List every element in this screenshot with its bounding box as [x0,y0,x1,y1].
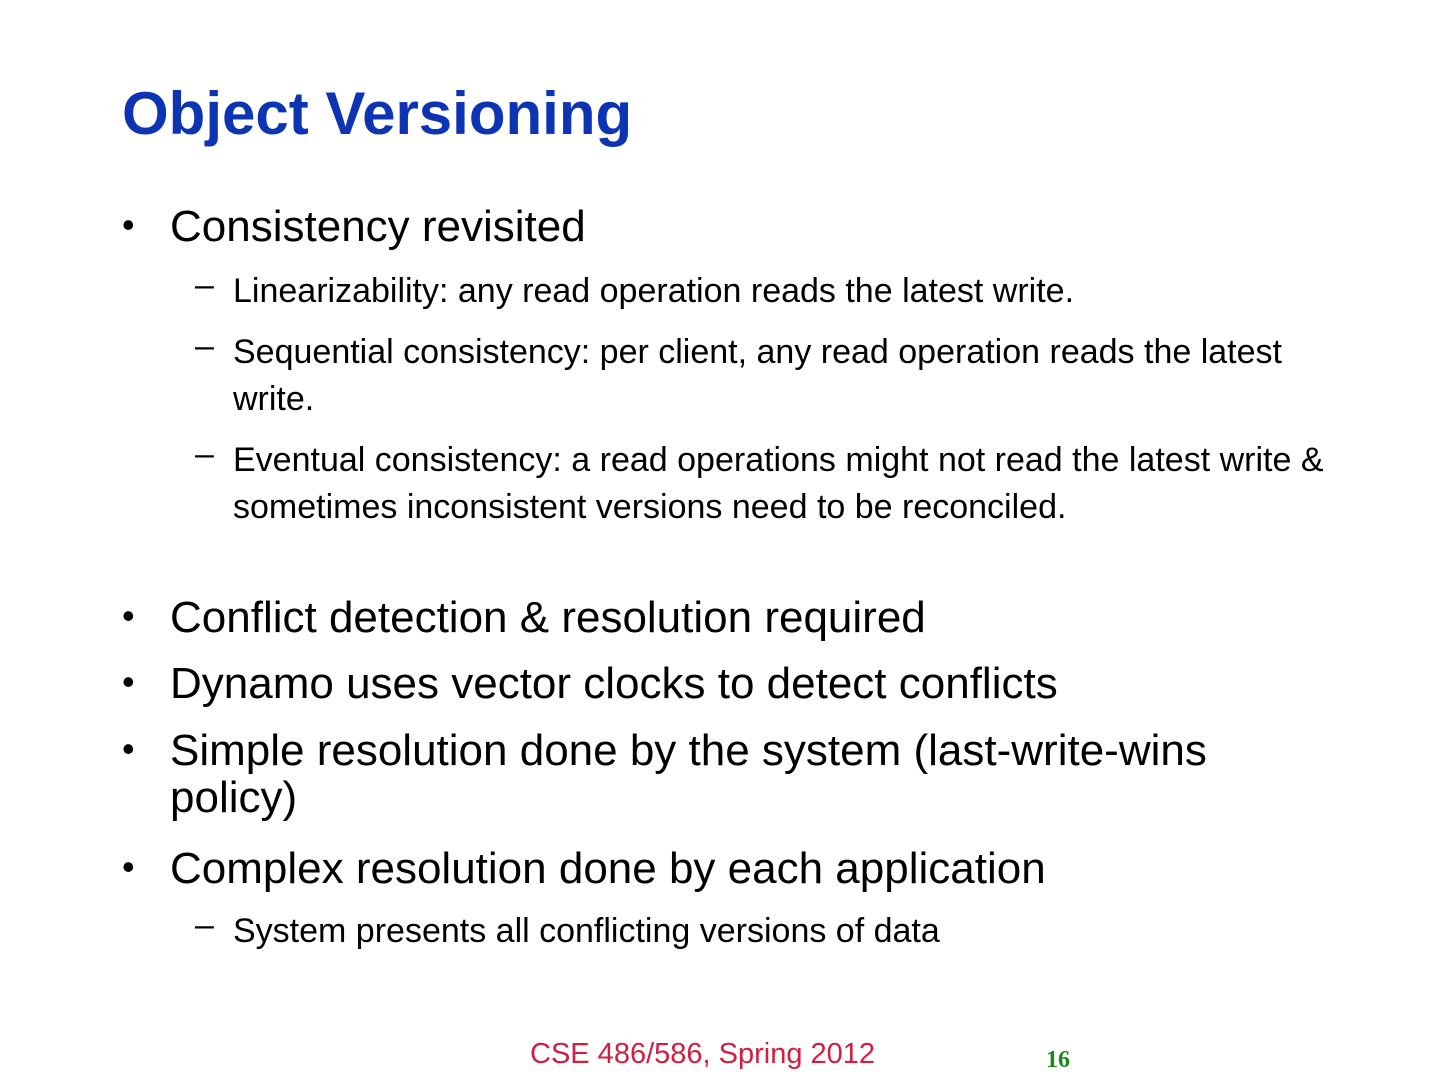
dash-marker: – [195,906,214,944]
bullet-marker: • [122,846,135,887]
slide-title: Object Versioning [122,80,633,147]
bullet-item [122,726,1330,822]
sub-bullet-text: Linearizability: any read operation reads the latest write. [233,272,1075,310]
dash-marker: – [195,435,214,473]
page-number: 16 [1046,1047,1070,1073]
bullet-text: Simple resolution done by the system (last-write-wins policy) [170,726,1207,822]
dash-marker: – [195,266,214,304]
bullet-item [122,844,1330,893]
bullet-text: Dynamo uses vector clocks to detect conflicts [170,659,1058,708]
sub-bullet-text: System presents all conflicting versions of data [233,912,940,950]
bullet-marker: • [122,204,135,245]
sub-bullet-item [195,435,1333,531]
sub-bullet-text: Eventual consistency: a read operations might not read the latest write & sometimes inconsistent versions need to be reconciled. [233,441,1324,526]
sub-bullet-item [195,906,1333,955]
bullet-marker: • [122,661,135,702]
sub-bullet-text: Sequential consistency: per client, any read operation reads the latest write. [233,333,1282,418]
bullet-marker: • [122,728,135,769]
bullet-item [122,659,1330,708]
dash-marker: – [195,327,214,365]
sub-bullet-item [195,266,1333,315]
bullet-text: Complex resolution done by each application [170,844,1046,893]
footer-course: CSE 486/586, Spring 2012 [530,1038,876,1070]
bullet-item [122,202,1330,251]
bullet-marker: • [122,595,135,636]
sub-bullet-item [195,327,1333,423]
bullet-text: Consistency revisited [170,202,586,251]
bullet-text: Conflict detection & resolution required [170,593,926,642]
bullet-item [122,593,1330,642]
